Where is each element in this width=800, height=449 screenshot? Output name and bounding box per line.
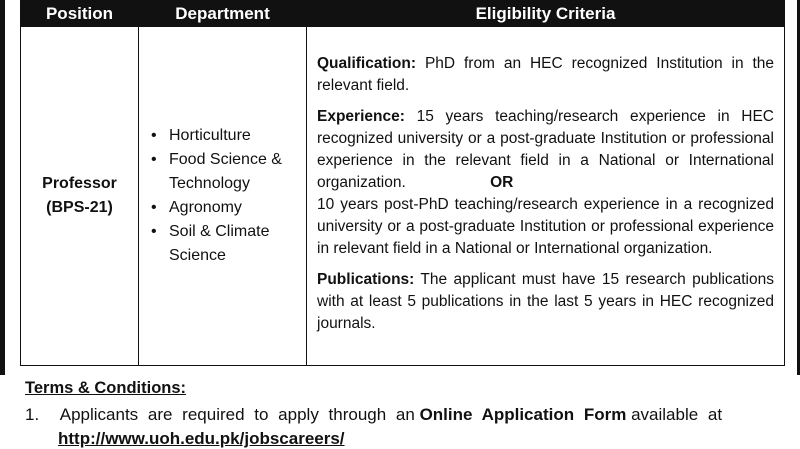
or-separator: OR	[490, 173, 514, 191]
header-eligibility: Eligibility Criteria	[307, 1, 785, 27]
experience-text-2: 10 years post-PhD teaching/research experience in a recognized university or a post-graduate Institution or professional experience in relevant field in a National or International organization.	[317, 195, 774, 257]
publications-text: The applicant must have 15 research publications with at least 5 publications in the last 5 years in HEC recognized journals.	[317, 270, 774, 332]
department-item: • Horticulture	[161, 124, 306, 148]
left-border-rule	[0, 0, 5, 375]
terms-item-1	[25, 403, 785, 427]
online-application-form-text: Online Application Form	[419, 405, 627, 424]
jobs-careers-link[interactable]: http://www.uoh.edu.pk/jobscareers/	[58, 429, 345, 448]
experience-label: Experience:	[317, 107, 405, 125]
qualification-text: PhD from an HEC recognized Institution in the relevant field.	[317, 54, 775, 94]
position-scale: (BPS-21)	[46, 199, 113, 216]
position-cell	[21, 27, 139, 366]
terms-heading: Terms & Conditions:	[25, 379, 187, 397]
terms-item-text-after: available at	[631, 405, 723, 424]
qualification-label: Qualification:	[317, 54, 417, 72]
table-row	[21, 27, 785, 366]
publications-label: Publications:	[317, 270, 415, 288]
terms-item-text-before: Applicants are required to apply through an	[59, 405, 415, 424]
department-item: • Agronomy	[161, 196, 306, 220]
department-cell	[139, 27, 307, 366]
header-department: Department	[139, 1, 307, 27]
position-title: Professor	[42, 175, 117, 192]
department-item: • Food Science & Technology	[161, 148, 306, 196]
department-item: • Soil & Climate Science	[161, 220, 306, 268]
vacancy-table	[20, 0, 785, 366]
eligibility-cell	[307, 27, 785, 366]
header-position: Position	[21, 1, 139, 27]
qualification-block	[317, 53, 774, 97]
table-header-row	[21, 1, 785, 27]
experience-text-1: 15 years teaching/research experience in HEC recognized university or a post-graduate Institution or professional experience in the relevant field in a National or International organization.	[317, 107, 774, 191]
experience-block	[317, 106, 774, 260]
publications-block	[317, 269, 774, 335]
terms-item-number: 1.	[25, 405, 40, 424]
department-list	[147, 124, 306, 268]
